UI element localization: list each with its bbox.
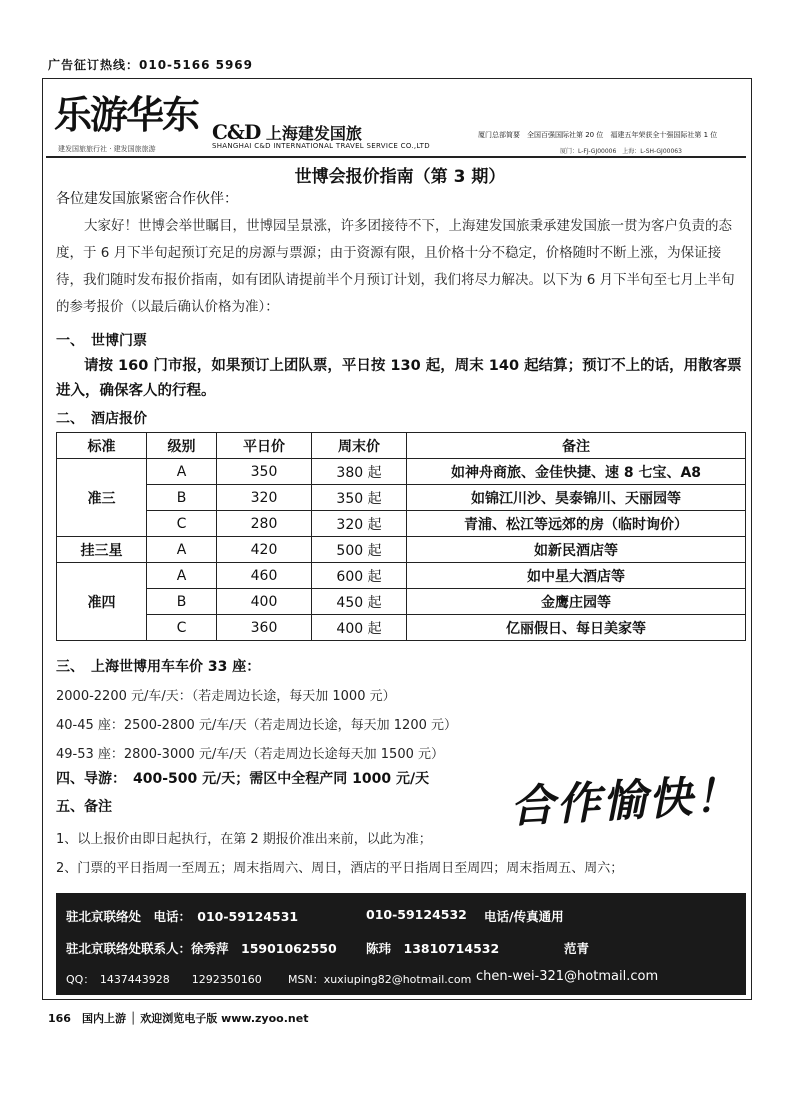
section2-heading: 二、 酒店报价	[56, 411, 147, 427]
note-cell: 金鹰庄园等	[407, 589, 746, 615]
note-cell: 如神舟商旅、金佳快捷、速 8 七宝、A8	[407, 459, 746, 485]
logo-text: 乐游华东	[54, 92, 199, 137]
weekend-cell: 400 起	[312, 615, 407, 641]
standard-cell: 挂三星	[57, 537, 147, 563]
weekday-cell: 400	[217, 589, 312, 615]
contact-qq: QQ： 1437443928 1292350160	[66, 973, 262, 986]
weekday-cell: 360	[217, 615, 312, 641]
col-header-level: 级别	[147, 433, 217, 459]
table-row	[57, 511, 746, 537]
contact-phone-note: 电话/传真通用	[484, 909, 564, 924]
car-price-line-2: 40-45 座：2500-2800 元/车/天（若走周边长途，每天加 1200 元）	[56, 718, 458, 733]
level-cell: C	[147, 615, 217, 641]
cd-english-name: SHANGHAI C&D INTERNATIONAL TRAVEL SERVICE CO.,LTD	[212, 142, 430, 150]
header-right-line1: 厦门总部简要 全国百强国际社第 20 位 福建五年荣获全十强国际社第 1 位	[478, 131, 718, 139]
note-cell: 如中星大酒店等	[407, 563, 746, 589]
section3-heading: 三、 上海世博用车车价 33 座：	[56, 659, 261, 675]
table-row	[57, 615, 746, 641]
weekend-cell: 600 起	[312, 563, 407, 589]
level-cell: A	[147, 459, 217, 485]
weekday-cell: 460	[217, 563, 312, 589]
section1-text: 请按 160 门市报，如果预订上团队票，平日按 130 起，周末 140 起结算；预订不上的话，用散客票进入，确保客人的行程。	[56, 358, 742, 399]
weekday-cell: 350	[217, 459, 312, 485]
weekday-cell: 420	[217, 537, 312, 563]
logo-subtitle: 建发国旅旅行社 · 建发国旅旅游	[58, 145, 156, 153]
cd-name: 上海建发国旅	[265, 124, 362, 143]
page-footer: 166 国内上游 │ 欢迎浏览电子版 www.zyoo.net	[48, 1012, 309, 1025]
cd-logo	[212, 120, 362, 144]
note-cell: 亿丽假日、每日美家等	[407, 615, 746, 641]
handwritten-signature: 合作愉快！	[509, 770, 742, 833]
weekday-cell: 320	[217, 485, 312, 511]
table-row	[57, 563, 746, 589]
level-cell: A	[147, 537, 217, 563]
section1-heading: 一、 世博门票	[56, 333, 147, 349]
section4-guide: 四、导游： 400-500 元/天；需区中全程产同 1000 元/天	[56, 771, 430, 787]
col-header-standard: 标准	[57, 433, 147, 459]
weekend-cell: 350 起	[312, 485, 407, 511]
car-price-line-1: 2000-2200 元/车/天：（若走周边长途，每天加 1000 元）	[56, 689, 396, 704]
standard-cell: 准三	[57, 459, 147, 537]
greeting: 各位建发国旅紧密合作伙伴：	[56, 191, 238, 207]
contact-phone-1: 驻北京联络处 电话： 010-59124531	[66, 909, 299, 924]
level-cell: C	[147, 511, 217, 537]
table-row	[57, 537, 746, 563]
section5-heading: 五、备注	[56, 799, 112, 815]
hotel-rate-table	[56, 432, 746, 641]
contact-email: chen-wei-321@hotmail.com	[476, 969, 659, 984]
level-cell: B	[147, 485, 217, 511]
header-right-line2: 厦门：L-FJ-GJ00006 上海：L-SH-GJ00063	[560, 148, 682, 155]
table-row	[57, 459, 746, 485]
col-header-note: 备注	[407, 433, 746, 459]
contact-phone-2: 010-59124532	[366, 907, 467, 922]
col-header-weekend: 周末价	[312, 433, 407, 459]
weekend-cell: 320 起	[312, 511, 407, 537]
weekend-cell: 380 起	[312, 459, 407, 485]
standard-cell: 准四	[57, 563, 147, 641]
car-price-line-3: 49-53 座：2800-3000 元/车/天（若走周边长途每天加 1500 元）	[56, 747, 445, 762]
contact-msn: MSN：xuxiuping82@hotmail.com	[288, 973, 472, 986]
ad-hotline: 广告征订热线：010-5166 5969	[48, 58, 254, 72]
contact-person-1: 驻北京联络处联系人：徐秀萍 15901062550	[66, 941, 337, 956]
intro-paragraph: 大家好！世博会举世瞩目，世博园呈景涨，许多团接待不下，上海建发国旅秉承建发国旅一贯为客户负责的态度，于 6 月下半旬起预订充足的房源与票源；由于资源有限，且价格十分不稳定，价格随时不断上涨，为保证接待，我们随时发布报价指南，如有团队请提前半个月预订计划，我们将尽力解决。以下为 6 月下半旬至七月上半旬的参考报价（以最后确认价格为准）：	[56, 218, 735, 315]
contact-person-2: 陈玮 13810714532	[366, 941, 500, 956]
contact-person-3: 范青	[564, 941, 590, 956]
weekday-cell: 280	[217, 511, 312, 537]
note-cell: 如锦江川沙、昊泰锦川、天丽园等	[407, 485, 746, 511]
table-row	[57, 485, 746, 511]
table-row	[57, 589, 746, 615]
level-cell: B	[147, 589, 217, 615]
table-header-row	[57, 433, 746, 459]
remark-line-1: 1、以上报价由即日起执行，在第 2 期报价准出来前，以此为准；	[56, 832, 432, 847]
note-cell: 青浦、松江等远郊的房（临时询价）	[407, 511, 746, 537]
note-cell: 如新民酒店等	[407, 537, 746, 563]
page-title: 世博会报价指南（第 3 期）	[294, 167, 506, 187]
col-header-weekday: 平日价	[217, 433, 312, 459]
contact-box	[56, 893, 746, 995]
weekend-cell: 500 起	[312, 537, 407, 563]
cd-brand: C&D	[212, 120, 261, 144]
level-cell: A	[147, 563, 217, 589]
remark-line-2: 2、门票的平日指周一至周五；周末指周六、周日，酒店的平日指周日至周四；周末指周五、周六；	[56, 861, 624, 876]
weekend-cell: 450 起	[312, 589, 407, 615]
